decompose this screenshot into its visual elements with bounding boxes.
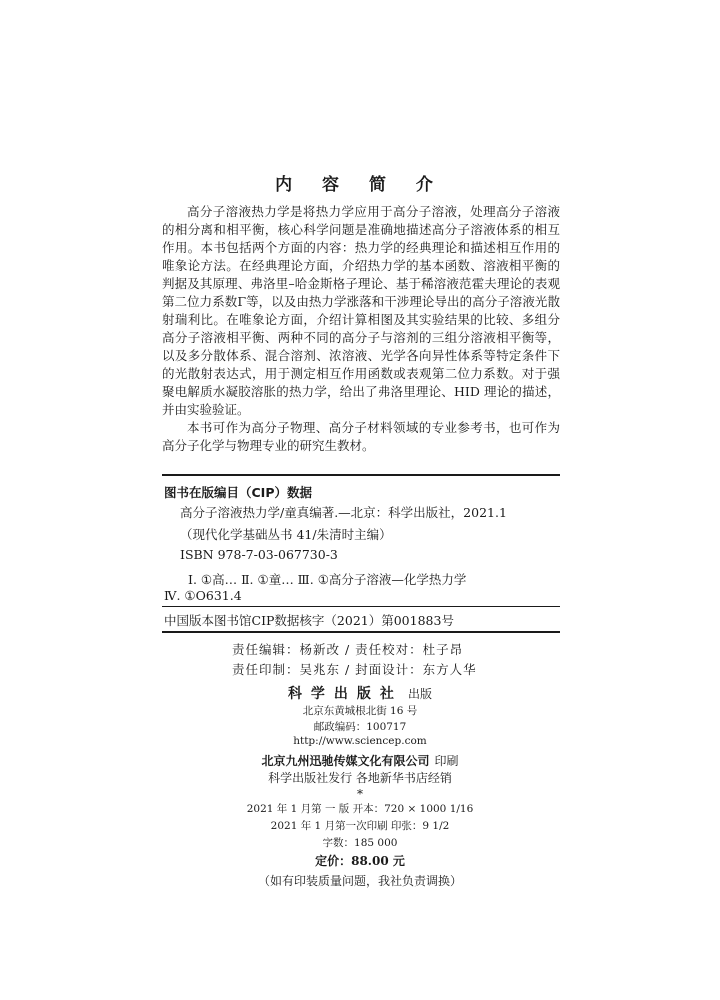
staff-line: 责任编辑：杨新改 / 责任校对：杜子昂 xyxy=(232,642,464,657)
cip-top-rule xyxy=(162,474,560,476)
publisher-website: http://www.sciencep.com xyxy=(293,735,427,747)
edition-line: 2021 年 1 月第 一 版 开本：720 × 1000 1/16 xyxy=(246,803,474,815)
cip-number: 中国版本图书馆CIP数据核字（2021）第001883号 xyxy=(164,613,454,628)
distribution-line: 科学出版社发行 各地新华书店经销 xyxy=(268,771,452,785)
printer-name: 北京九州迅驰传媒文化有限公司 xyxy=(261,754,430,768)
cip-line: ISBN 978-7-03-067730-3 xyxy=(180,547,338,562)
cip-header: 图书在版编目（CIP）数据 xyxy=(164,485,312,500)
quality-notice: （如有印装质量问题，我社负责调换） xyxy=(257,874,462,888)
printing-line: 2021 年 1 月第一次印刷 印张：9 1/2 xyxy=(270,820,450,832)
summary-paragraph: 本书可作为高分子物理、高分子材料领域的专业参考书，也可作为高分子化学与物理专业的研究生教材。 xyxy=(162,420,560,453)
separator-star: * xyxy=(357,787,363,801)
cip-line: （现代化学基础丛书 41/朱清时主编） xyxy=(180,527,392,542)
printer-line xyxy=(160,750,560,769)
cip-line: Ⅳ. ①O631.4 xyxy=(164,588,242,603)
word-count: 字数：185 000 xyxy=(322,837,398,849)
page-title: 内 容 简 介 xyxy=(275,175,445,195)
summary-section xyxy=(162,203,560,455)
price: 定价：88.00 元 xyxy=(315,854,405,868)
staff-line: 责任印制：吴兆东 / 封面设计：东方人华 xyxy=(232,662,477,677)
staff-credits xyxy=(232,640,477,680)
publisher-line xyxy=(160,683,560,703)
publisher-address: 北京东黄城根北街 16 号 xyxy=(302,705,418,717)
cip-line: Ⅰ. ①高… Ⅱ. ①童… Ⅲ. ①高分子溶液—化学热力学 xyxy=(188,572,467,587)
printer-suffix: 印刷 xyxy=(434,754,459,768)
summary-paragraph: 高分子溶液热力学是将热力学应用于高分子溶液，处理高分子溶液的相分离和相平衡，核心科学问题是准确地描述高分子溶液体系的相互作用。本书包括两个方面的内容：热力学的经典理论和描述相互作用的唯象论方法。在经典理论方面，介绍热力学的基本函数、溶液相平衡的判据及其原理、弗洛里–哈金斯格子理论、基于稀溶液范霍夫理论的表观第二位力系数Γ等，以及由热力学涨落和干涉理论导出的高分子溶液光散射瑞利比。在唯象论方面，介绍计算相图及其实验结果的比较、多组分高分子溶液相平衡、两种不同的高分子与溶剂的三组分溶液相平衡等，以及多分散体系、混合溶剂、浓溶液、光学各向异性体系等特定条件下的光散射表达式，用于测定相互作用函数或表观第二位力系数。对于强聚电解质水凝胶溶胀的热力学，给出了弗洛里理论、HID 理论的描述，并由实验验证。 xyxy=(162,204,560,417)
cip-line: 高分子溶液热力学/童真编著.—北京：科学出版社，2021.1 xyxy=(180,505,507,520)
cip-middle-rule xyxy=(162,606,560,607)
publisher-name: 科学出版社 xyxy=(287,686,403,702)
cip-bottom-rule xyxy=(162,631,560,633)
publisher-postcode: 邮政编码：100717 xyxy=(313,721,407,733)
publisher-suffix: 出版 xyxy=(408,687,433,701)
